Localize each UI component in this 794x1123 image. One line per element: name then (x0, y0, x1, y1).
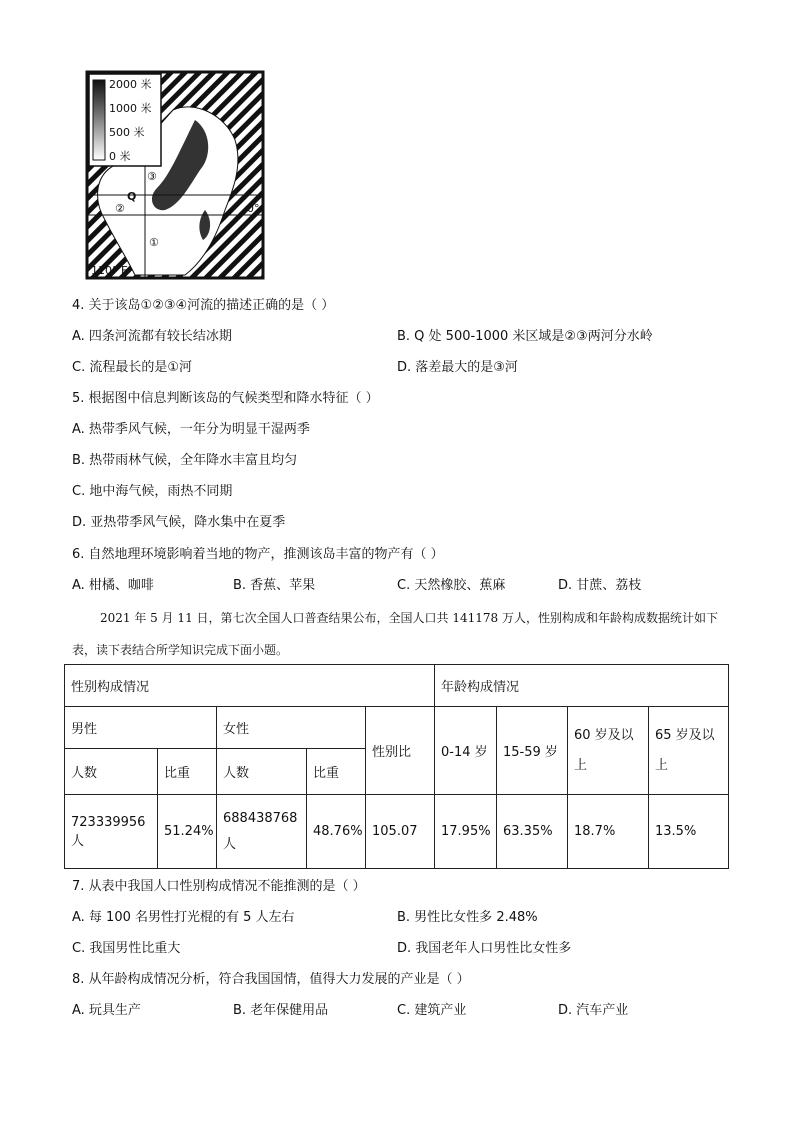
age2-header: 60 岁及以上 (568, 707, 649, 795)
q4-option-c[interactable]: C. 流程最长的是①河 (72, 360, 192, 375)
legend-1000: 1000 米 (109, 102, 152, 115)
q4-option-d[interactable]: D. 落差最大的是③河 (397, 360, 518, 375)
q8-option-a[interactable]: A. 玩具生产 (72, 1003, 141, 1018)
q7-option-d[interactable]: D. 我国老年人口男性比女性多 (397, 941, 572, 956)
marker-3: ③ (147, 170, 157, 183)
q7-option-a[interactable]: A. 每 100 名男性打光棍的有 5 人左右 (72, 910, 295, 925)
female-share: 48.76% (307, 795, 366, 869)
q7-option-c[interactable]: C. 我国男性比重大 (72, 941, 181, 956)
male-count-header: 人数 (65, 749, 158, 795)
age1-value: 63.35% (497, 795, 568, 869)
q5-stem: 5. 根据图中信息判断该岛的气候类型和降水特征（ ） (72, 391, 379, 406)
age3-value: 13.5% (649, 795, 729, 869)
population-table (64, 664, 729, 869)
q4-stem: 4. 关于该岛①②③④河流的描述正确的是（ ） (72, 298, 335, 313)
legend-0: 0 米 (109, 150, 131, 163)
ratio-header: 性别比 (366, 707, 435, 795)
female-header: 女性 (217, 707, 366, 749)
male-share: 51.24% (158, 795, 217, 869)
q8-option-c[interactable]: C. 建筑产业 (397, 1003, 467, 1018)
age2-value: 18.7% (568, 795, 649, 869)
female-count: 688438768 人 (217, 795, 307, 869)
q5-option-a[interactable]: A. 热带季风气候，一年分为明显干湿两季 (72, 422, 310, 437)
female-count-header: 人数 (217, 749, 307, 795)
marker-q: Q (127, 190, 137, 203)
q8-option-d[interactable]: D. 汽车产业 (558, 1003, 629, 1018)
q4-option-a[interactable]: A. 四条河流都有较长结冰期 (72, 329, 232, 344)
q5-option-b[interactable]: B. 热带雨林气候，全年降水丰富且均匀 (72, 453, 298, 468)
marker-2: ② (115, 202, 125, 215)
q8-option-b[interactable]: B. 老年保健用品 (233, 1003, 329, 1018)
male-share-header: 比重 (158, 749, 217, 795)
island-map (85, 70, 265, 280)
q6-stem: 6. 自然地理环境影响着当地的物产，推测该岛丰富的物产有（ ） (72, 547, 444, 562)
male-count: 723339956 人 (65, 795, 158, 869)
q6-option-b[interactable]: B. 香蕉、苹果 (233, 578, 316, 593)
q6-option-c[interactable]: C. 天然橡胶、蕉麻 (397, 578, 506, 593)
ratio-value: 105.07 (366, 795, 435, 869)
q7-stem: 7. 从表中我国人口性别构成情况不能推测的是（ ） (72, 879, 366, 894)
q7-option-b[interactable]: B. 男性比女性多 2.48% (397, 910, 538, 925)
q6-option-a[interactable]: A. 柑橘、咖啡 (72, 578, 154, 593)
q5-option-d[interactable]: D. 亚热带季风气候，降水集中在夏季 (72, 515, 286, 530)
age0-value: 17.95% (435, 795, 497, 869)
age1-header: 15-59 岁 (497, 707, 568, 795)
q8-stem: 8. 从年龄构成情况分析，符合我国国情，值得大力发展的产业是（ ） (72, 972, 470, 987)
legend-500: 500 米 (109, 126, 145, 139)
q6-option-d[interactable]: D. 甘蔗、荔枝 (558, 578, 642, 593)
age0-header: 0-14 岁 (435, 707, 497, 795)
legend-2000: 2000 米 (109, 78, 152, 91)
lon-label: 110° E (91, 264, 128, 277)
age3-header: 65 岁及以上 (649, 707, 729, 795)
sex-header: 性别构成情况 (65, 665, 435, 707)
female-share-header: 比重 (307, 749, 366, 795)
lat-label: 0° (247, 202, 260, 215)
male-header: 男性 (65, 707, 217, 749)
q4-option-b[interactable]: B. Q 处 500-1000 米区域是②③两河分水岭 (397, 329, 653, 344)
q5-option-c[interactable]: C. 地中海气候，雨热不同期 (72, 484, 233, 499)
marker-1: ① (149, 236, 159, 249)
age-header: 年龄构成情况 (435, 665, 729, 707)
intro-paragraph: 2021 年 5 月 11 日，第七次全国人口普查结果公布，全国人口共 141178 万人，性别构成和年龄构成数据统计如下表，读下表结合所学知识完成下面小题。 (72, 611, 718, 657)
